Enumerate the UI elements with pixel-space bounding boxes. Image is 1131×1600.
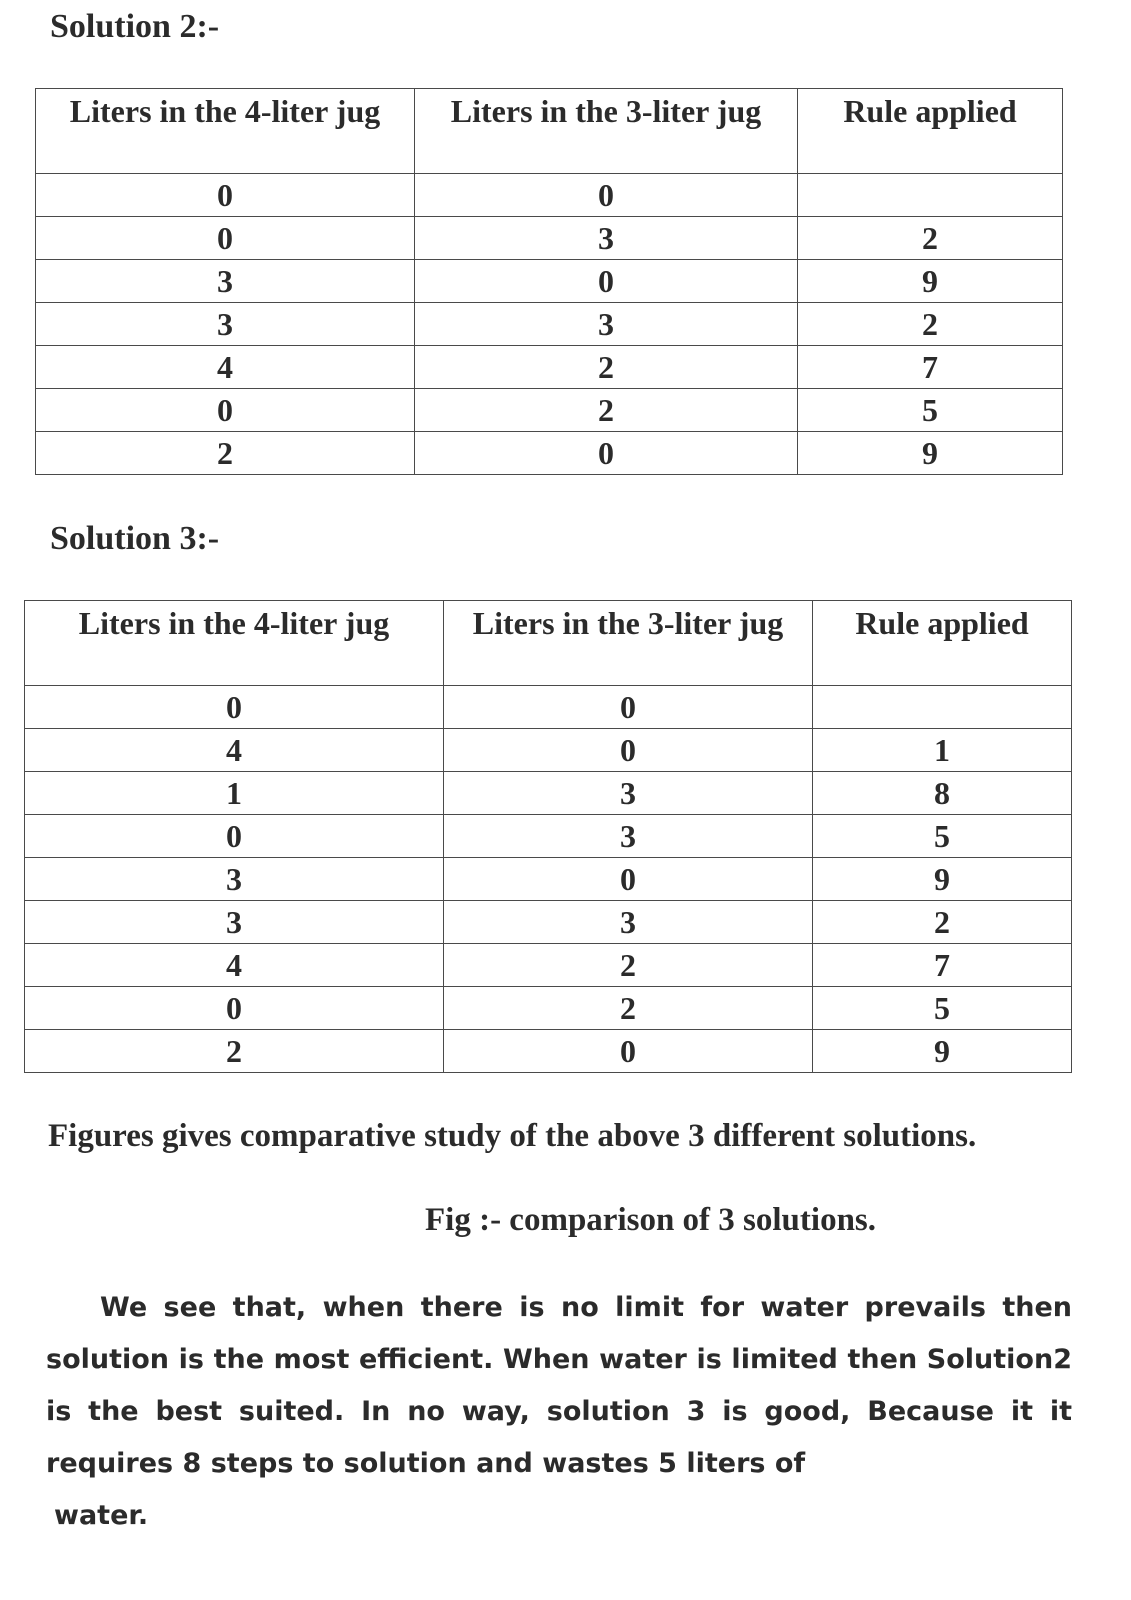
table-cell: 9: [813, 1030, 1072, 1073]
table-row: [25, 944, 1072, 987]
table-cell: 9: [813, 858, 1072, 901]
column-header-3-liter: Liters in the 3-liter jug: [415, 89, 798, 174]
table-cell: 0: [415, 174, 798, 217]
table-row: [25, 815, 1072, 858]
table-row: [36, 260, 1063, 303]
table-cell: 3: [444, 772, 813, 815]
solution-2-table-body: [36, 174, 1063, 475]
table-cell: 2: [444, 987, 813, 1030]
table-cell: 2: [798, 217, 1063, 260]
table-cell: 2: [36, 432, 415, 475]
solution-3-heading: Solution 3:-: [50, 520, 220, 557]
table-cell: 2: [798, 303, 1063, 346]
conclusion-last-word: water.: [54, 1500, 149, 1531]
column-header-4-liter: Liters in the 4-liter jug: [25, 601, 444, 686]
table-cell: 0: [36, 174, 415, 217]
table-cell: [798, 174, 1063, 217]
table-row: [25, 901, 1072, 944]
table-row: [25, 772, 1072, 815]
table-cell: 4: [25, 944, 444, 987]
column-header-4-liter: Liters in the 4-liter jug: [36, 89, 415, 174]
table-cell: 9: [798, 432, 1063, 475]
table-cell: 0: [36, 217, 415, 260]
conclusion-paragraph: [46, 1282, 1072, 1542]
figure-caption: Fig :- comparison of 3 solutions.: [425, 1202, 877, 1238]
table-row: [25, 686, 1072, 729]
table-cell: 4: [25, 729, 444, 772]
table-cell: 3: [415, 303, 798, 346]
table-header-row: [36, 89, 1063, 174]
table-cell: 5: [813, 815, 1072, 858]
table-cell: 4: [36, 346, 415, 389]
table-row: [25, 987, 1072, 1030]
table-cell: 1: [813, 729, 1072, 772]
table-row: [25, 858, 1072, 901]
table-cell: 2: [813, 901, 1072, 944]
solution-3-table: [24, 600, 1072, 1073]
column-header-rule: Rule applied: [798, 89, 1063, 174]
table-header-row: [25, 601, 1072, 686]
table-cell: 7: [813, 944, 1072, 987]
table-row: [25, 729, 1072, 772]
table-cell: 0: [415, 260, 798, 303]
table-cell: 0: [444, 686, 813, 729]
table-cell: 7: [798, 346, 1063, 389]
table-cell: 0: [25, 686, 444, 729]
column-header-rule: Rule applied: [813, 601, 1072, 686]
table-cell: 2: [25, 1030, 444, 1073]
table-cell: 9: [798, 260, 1063, 303]
table-row: [36, 346, 1063, 389]
table-row: [36, 174, 1063, 217]
table-cell: 2: [444, 944, 813, 987]
table-cell: 0: [444, 729, 813, 772]
table-row: [36, 217, 1063, 260]
table-cell: 0: [25, 815, 444, 858]
table-cell: 0: [25, 987, 444, 1030]
table-cell: 1: [25, 772, 444, 815]
table-cell: 0: [444, 858, 813, 901]
table-cell: 0: [444, 1030, 813, 1073]
table-cell: 3: [36, 303, 415, 346]
solution-2-heading: Solution 2:-: [50, 8, 220, 45]
table-cell: 3: [444, 815, 813, 858]
table-row: [36, 303, 1063, 346]
solution-2-table: [35, 88, 1063, 475]
table-cell: 0: [36, 389, 415, 432]
table-cell: [813, 686, 1072, 729]
solution-3-table-body: [25, 686, 1072, 1073]
column-header-3-liter: Liters in the 3-liter jug: [444, 601, 813, 686]
table-cell: 0: [415, 432, 798, 475]
table-cell: 3: [415, 217, 798, 260]
table-cell: 8: [813, 772, 1072, 815]
table-cell: 2: [415, 346, 798, 389]
table-cell: 5: [813, 987, 1072, 1030]
table-row: [25, 1030, 1072, 1073]
table-row: [36, 389, 1063, 432]
table-cell: 3: [25, 901, 444, 944]
table-row: [36, 432, 1063, 475]
table-cell: 3: [444, 901, 813, 944]
table-cell: 3: [36, 260, 415, 303]
table-cell: 3: [25, 858, 444, 901]
conclusion-body: We see that, when there is no limit for water prevails then solution is the most efficient. When water is limited then Solution2 is the best suited. In no way, solution 3 is good, Because it it requires 8 steps to solution and wastes 5 liters of: [46, 1292, 1072, 1479]
table-cell: 2: [415, 389, 798, 432]
table-cell: 5: [798, 389, 1063, 432]
comparative-study-text: Figures gives comparative study of the above 3 different solutions.: [48, 1118, 977, 1154]
